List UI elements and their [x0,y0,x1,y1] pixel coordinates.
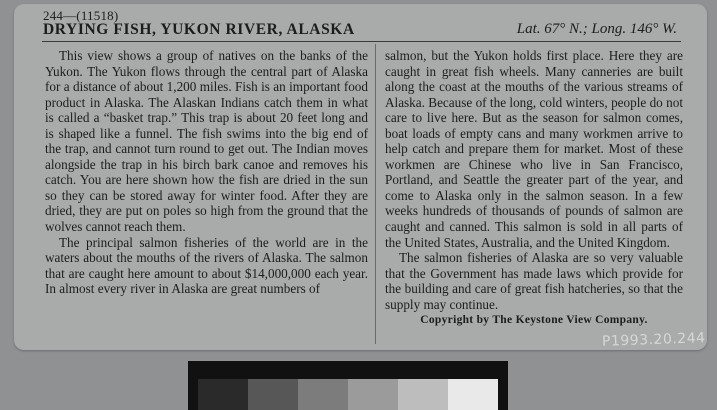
copyright-line: Copyright by The Keystone View Company. [420,314,648,327]
accession-number: P1993.20.244 [601,330,706,350]
column-divider [375,44,376,344]
stereoview-card-back [14,4,707,350]
gray-swatch [298,379,348,410]
paragraph: The salmon fisheries of Alaska are so very valuable that the Government has made laws which provide for the building and care of great fish hatcheries, so that the supply may continue. [385,250,683,312]
card-title: DRYING FISH, YUKON RIVER, ALASKA [43,21,355,38]
right-text-column [385,48,683,329]
paragraph: The principal salmon fisheries of the world are in the waters about the mouths of the rivers of Alaska. The salmon that are caught here amount to about $14,000,000 each year. In almost every river in Alaska are great numbers of [45,234,368,297]
catalog-number: 244—(11518) [43,8,119,23]
gray-swatch [398,379,448,410]
gray-swatch [448,379,498,410]
paragraph: This view shows a group of natives on the banks of the Yukon. The Yukon flows through the central part of Alaska for a distance of about 1,200 miles. Fish is an important food product in Alaska. The Alaskan Indians catch them in what is called a “basket trap.” This trap is about 20 feet long and is shaped like a funnel. The fish swims into the big end of the trap, and cannot turn round to get out. The Indian moves alongside the trap in his birch bark canoe and removes his catch. You are here shown how the fish are dried in the sun so they can be stored away for winter food. After they are dried, they are put on poles so high from the ground that the wolves cannot reach them. [45,48,368,235]
coordinates: Lat. 67° N.; Long. 146° W. [516,21,677,37]
gray-swatch [348,379,398,410]
header-rule [42,41,681,42]
left-text-column [45,48,368,297]
gray-swatch [248,379,298,410]
paragraph: salmon, but the Yukon holds first place. Here they are caught in great fish wheels. Many canneries are built along the coast at the mouths of the various streams of Alaska. Because of the long, cold winters, people do not care to live here. But as the season for salmon comes, boat loads of empty cans and many workmen arrive to help catch and prepare them for market. Most of these workmen are Chinese who live in San Francisco, Portland, and Seattle the greater part of the year, and come to Alaska only in the salmon season. In a few weeks hundreds of thousands of pounds of salmon are caught and canned. This salmon is sold in all parts of the United States, Australia, and the United Kingdom. [385,48,683,250]
gray-swatch [198,379,248,410]
gray-scale-target [188,361,508,410]
